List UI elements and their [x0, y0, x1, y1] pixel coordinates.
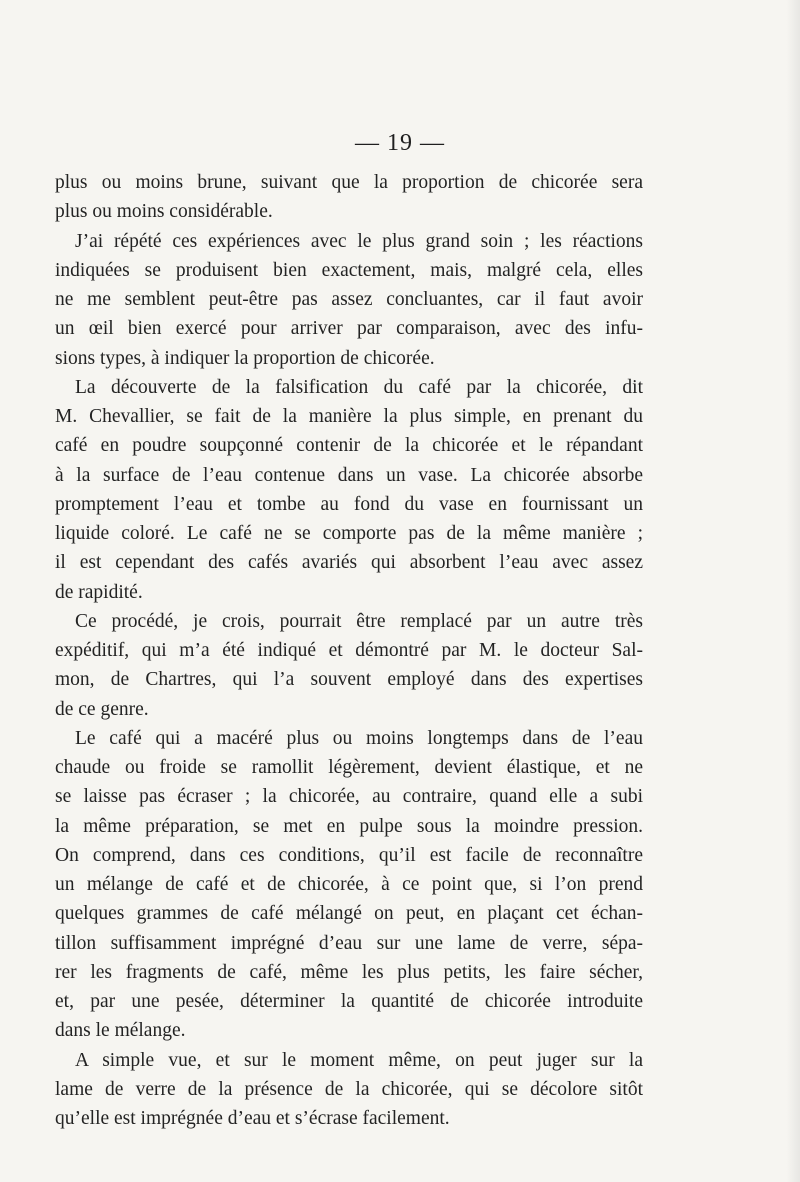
text-line: plus ou moins brune, suivant que la proportion de chicorée sera	[55, 172, 643, 193]
body-text	[55, 168, 643, 1133]
text-line: indiquées se produisent bien exactement, mais, malgré cela, elles	[55, 259, 643, 281]
text-line: café en poudre soupçonné contenir de la chicorée et le répandant	[55, 435, 643, 457]
text-line: M. Chevallier, se fait de la manière la plus simple, en prenant du	[55, 406, 643, 427]
text-line: expéditif, qui m’a été indiqué et démontré par M. le docteur Sal-	[55, 640, 643, 661]
page-edge-shadow	[786, 0, 800, 1182]
text-line: un œil bien exercé pour arriver par comparaison, avec des infu-	[55, 318, 643, 340]
text-line: Le café qui a macéré plus ou moins longtemps dans de l’eau	[75, 727, 643, 749]
text-line: un mélange de café et de chicorée, à ce point que, si l’on prend	[55, 874, 643, 895]
text-line: On comprend, dans ces conditions, qu’il est facile de reconnaître	[55, 844, 643, 866]
text-line: plus ou moins considérable.	[55, 201, 273, 223]
text-line: à la surface de l’eau contenue dans un vase. La chicorée absorbe	[55, 464, 643, 486]
text-line: qu’elle est imprégnée d’eau et s’écrase facilement.	[55, 1108, 450, 1129]
text-line: liquide coloré. Le café ne se comporte pas de la même manière ;	[55, 523, 643, 544]
text-line: La découverte de la falsification du café par la chicorée, dit	[75, 376, 643, 398]
text-line: il est cependant des cafés avariés qui absorbent l’eau avec assez	[55, 552, 643, 574]
text-line: rer les fragments de café, même les plus petits, les faire sécher,	[55, 961, 643, 983]
text-line: la même préparation, se met en pulpe sous la moindre pression.	[55, 815, 643, 837]
text-line: quelques grammes de café mélangé on peut, en plaçant cet échan-	[55, 903, 643, 925]
text-line: J’ai répété ces expériences avec le plus grand soin ; les réactions	[75, 230, 643, 252]
text-line: de ce genre.	[55, 698, 149, 720]
text-line: mon, de Chartres, qui l’a souvent employé dans des expertises	[55, 669, 643, 691]
text-line: et, par une pesée, déterminer la quantité de chicorée introduite	[55, 991, 643, 1012]
page-number: — 19 —	[355, 130, 445, 156]
text-line: lame de verre de la présence de la chicorée, qui se décolore sitôt	[55, 1078, 643, 1100]
text-line: promptement l’eau et tombe au fond du vase en fournissant un	[55, 493, 643, 515]
text-line: chaude ou froide se ramollit légèrement, devient élastique, et ne	[55, 757, 643, 778]
text-line: A simple vue, et sur le moment même, on peut juger sur la	[75, 1049, 643, 1071]
text-line: de rapidité.	[55, 581, 143, 603]
text-line: ne me semblent peut-être pas assez concluantes, car il faut avoir	[55, 289, 643, 310]
text-line: dans le mélange.	[55, 1020, 186, 1042]
text-line: tillon suffisamment imprégné d’eau sur une lame de verre, sépa-	[55, 932, 643, 954]
text-line: Ce procédé, je crois, pourrait être remplacé par un autre très	[75, 610, 643, 632]
text-line: sions types, à indiquer la proportion de chicorée.	[55, 347, 435, 369]
text-line: se laisse pas écraser ; la chicorée, au contraire, quand elle a subi	[55, 786, 643, 808]
